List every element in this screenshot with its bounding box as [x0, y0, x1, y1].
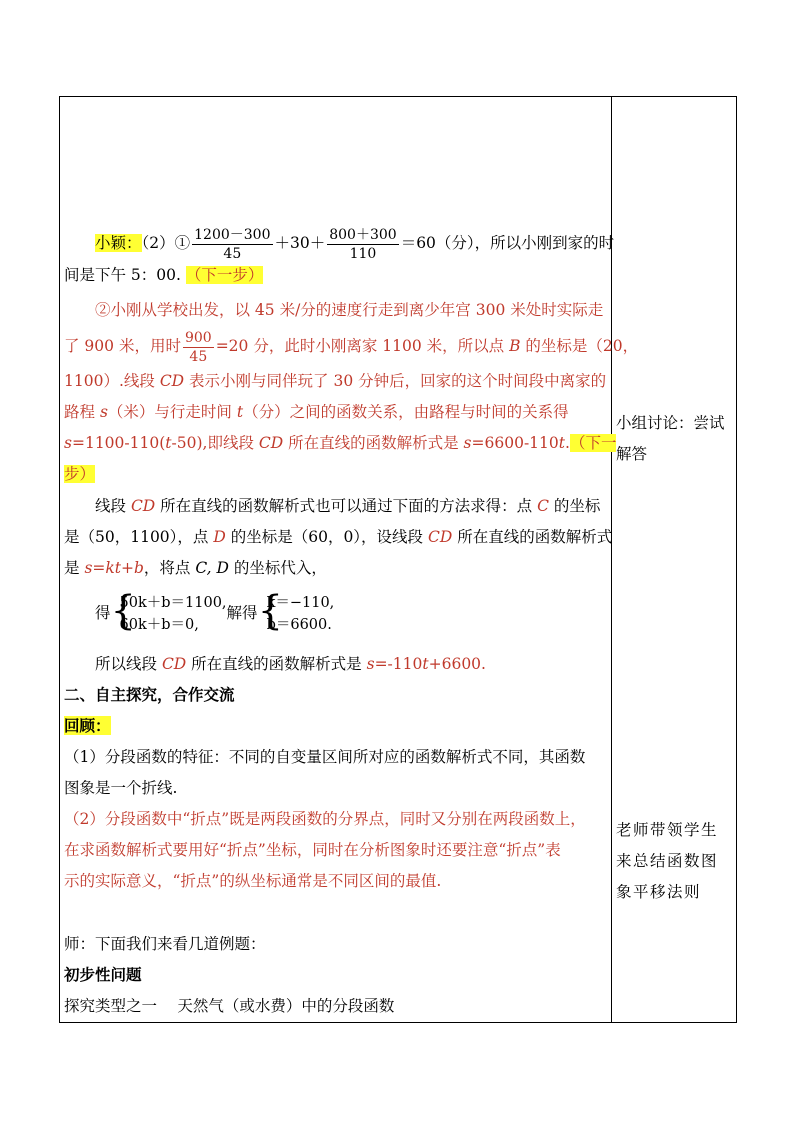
- var-t: t: [236, 403, 244, 421]
- segment-CD-4: CD: [428, 528, 453, 546]
- var-s-2: s: [64, 434, 72, 452]
- review-2b: 在求函数解析式要用好“折点”坐标，同时在分析图象时还要注意“折点”表: [64, 841, 561, 859]
- side-note-1b: 解答: [616, 445, 648, 463]
- segment-CD-5: CD: [161, 655, 187, 673]
- point-D: D: [213, 528, 226, 546]
- coord-text-b: 的坐标是（60，0），设线段: [225, 528, 428, 546]
- review-1a: （1）分段函数的特征：不同的自变量区间所对应的函数解析式不同，其函数: [64, 748, 586, 766]
- time-used-pre: 了 900 米，用时: [64, 337, 181, 355]
- segment-CD-2: CD: [258, 434, 284, 452]
- side-note-2b: 来总结函数图: [616, 852, 719, 870]
- alt-text-c: 的坐标: [548, 497, 601, 515]
- setup-expr: s=kt+b: [84, 559, 144, 577]
- var-t-2: t: [165, 434, 172, 452]
- var-s-4: s: [366, 655, 375, 673]
- teacher-line: 师：下面我们来看几道例题：: [64, 935, 266, 953]
- line-xiaoying-calc: [64, 222, 614, 264]
- eq-text-f: .: [565, 434, 570, 452]
- fraction-3: $\frac{900}{45}$: [184, 329, 212, 365]
- part2-text: ②小刚从学校出发，以 45 米/分的速度行走到离少年宫 300 米处时实际走: [95, 301, 604, 319]
- eq-text-c: -50),即线段: [171, 434, 259, 452]
- next-step-link[interactable]: （下一步）: [185, 266, 264, 284]
- arrival-text: 间是下午 5：00.: [64, 266, 181, 284]
- system-1: { 50k＋b＝1100, 60k＋b＝0,: [110, 588, 227, 634]
- eq-label-de: 得: [95, 604, 111, 622]
- step-label: （2）①: [141, 234, 191, 252]
- equation-systems: [64, 588, 335, 636]
- segment-CD-3: CD: [130, 497, 156, 515]
- line-alt-method: [64, 491, 600, 521]
- coord-text-a: 是（50，1100），点: [64, 528, 214, 546]
- side-note-teacher: [616, 815, 734, 908]
- fraction-1: $\frac{1200-300}{45}$: [194, 226, 271, 262]
- eq-text-d: 所在直线的函数解析式是: [283, 434, 464, 452]
- alt-text-a: 线段: [95, 497, 131, 515]
- points-CD: C, D: [195, 559, 229, 577]
- var-t-3: t: [558, 434, 566, 452]
- review-2c: 示的实际意义，“折点”的纵坐标通常是不同区间的最值.: [64, 872, 442, 890]
- line-equation-cd: [64, 428, 616, 458]
- seg-text-a: 1100）.线段: [64, 372, 160, 390]
- line-next-step-cont: [64, 459, 95, 489]
- section-heading: 二、自主探究，合作交流: [64, 685, 235, 704]
- review-1b: 图象是一个折线.: [64, 779, 178, 797]
- concl-text-b: 所在直线的函数解析式是: [186, 655, 367, 673]
- side-note-2c: 象平移法则: [616, 883, 702, 901]
- eq-label-jie: 解得: [226, 604, 258, 622]
- concl-text-c: =-110: [374, 655, 423, 673]
- time-used-post: =20 分，此时小刚离家 1100 米，所以点: [215, 337, 510, 355]
- point-C: C: [537, 497, 549, 515]
- setup-text-b: ，将点: [143, 559, 196, 577]
- side-note-2a: 老师带领学生: [616, 821, 719, 839]
- var-t-4: t: [422, 655, 429, 673]
- coord-text-c: 所在直线的函数解析式: [452, 528, 613, 546]
- concl-text-a: 所以线段: [95, 655, 162, 673]
- point-B: B: [509, 337, 521, 355]
- expr-result: ＝60（分），所以小刚到家的时: [400, 234, 615, 252]
- next-step-link-2b[interactable]: 步）: [64, 465, 96, 483]
- dist-text-c: （分）之间的函数关系，由路程与时间的关系得: [243, 403, 569, 421]
- speaker-label: 小颖：: [95, 234, 142, 252]
- line-distance: [64, 397, 569, 427]
- line-arrival-time: [64, 260, 263, 290]
- system-2: { k＝−110, b＝6600.: [257, 588, 335, 634]
- line-segment-cd: [64, 366, 606, 396]
- explore-type: 探究类型之一 天然气（或水费）中的分段函数: [64, 997, 395, 1015]
- var-s: s: [99, 403, 108, 421]
- segment-CD: CD: [159, 372, 185, 390]
- review-label: 回顾：: [64, 716, 111, 735]
- dist-text-a: 路程: [64, 403, 100, 421]
- review-2a: （2）分段函数中“折点”既是两段函数的分界点，同时又分别在两段函数上，: [64, 810, 586, 828]
- eq-text-b: =1100-110(: [71, 434, 166, 452]
- line-part2-start: [64, 295, 603, 325]
- eq-text-e: =6600-110: [471, 434, 559, 452]
- line-time-used: [64, 324, 638, 368]
- expr-mid: ＋30＋: [274, 234, 326, 252]
- dist-text-b: （米）与行走时间: [107, 403, 237, 421]
- side-note-1a: 小组讨论：尝试: [616, 414, 725, 432]
- seg-text-b: 表示小刚与同伴玩了 30 分钟后，回家的这个时间段中离家的: [184, 372, 607, 390]
- line-conclusion: [64, 649, 486, 679]
- concl-text-d: +6600.: [428, 655, 486, 673]
- side-note-discussion: [616, 408, 734, 470]
- line-coords: [64, 522, 612, 552]
- coord-text: 的坐标是（20，: [520, 337, 639, 355]
- fraction-2: $\frac{800+300}{110}$: [329, 226, 397, 262]
- setup-text-c: 的坐标代入，: [228, 559, 327, 577]
- prelim-heading: 初步性问题: [64, 965, 142, 984]
- alt-text-b: 所在直线的函数解析式也可以通过下面的方法求得：点: [155, 497, 538, 515]
- line-setup: [64, 553, 327, 583]
- review-label-line: [64, 711, 111, 741]
- var-s-3: s: [463, 434, 472, 452]
- next-step-link-2a[interactable]: （下一: [569, 434, 617, 452]
- setup-text-a: 是: [64, 559, 85, 577]
